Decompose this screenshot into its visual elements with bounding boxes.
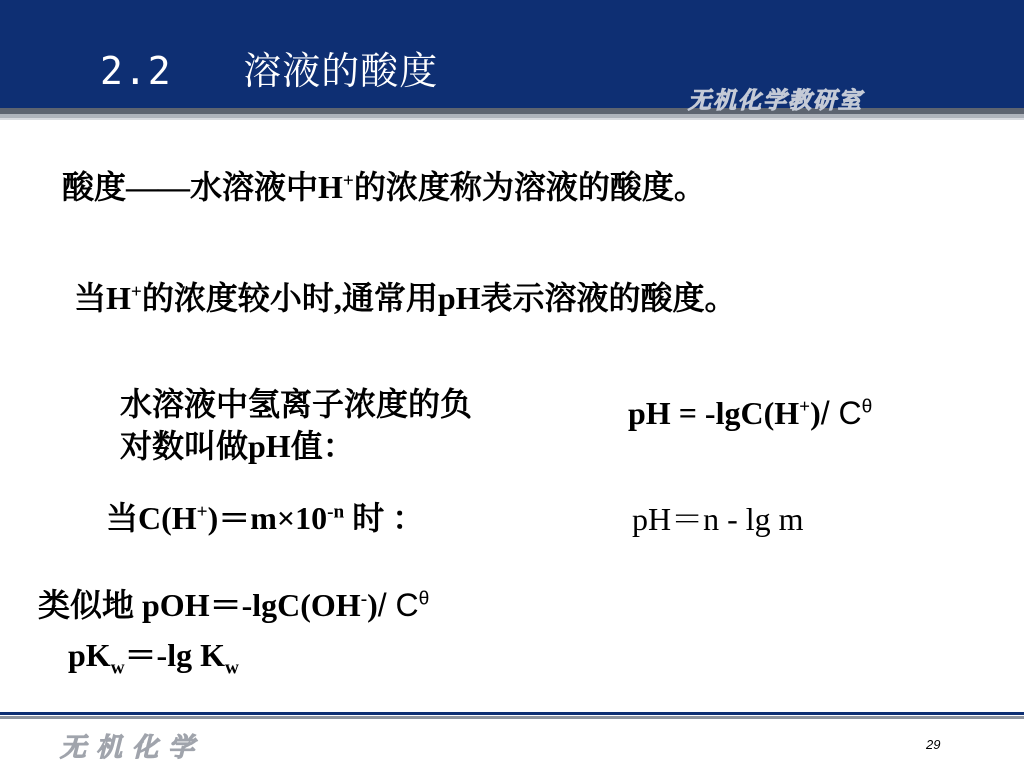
text: pK [68, 637, 111, 673]
ph-definition-text [120, 383, 472, 467]
subscript: w [110, 657, 125, 679]
ph-formula-result: pH＝n - lg m [632, 501, 804, 537]
text: / C [820, 395, 862, 431]
concentration-condition-line [106, 493, 424, 539]
text: 水溶液中氢离子浓度的负 [120, 386, 473, 422]
superscript: + [342, 170, 354, 192]
text: pH = -lgC(H [628, 395, 800, 431]
superscript: θ [418, 588, 430, 610]
superscript: + [130, 281, 142, 303]
text: 当H [74, 280, 131, 316]
superscript: θ [861, 396, 873, 418]
pkw-line [68, 630, 239, 679]
text: / C [377, 587, 419, 623]
text: 的浓度较小时,通常用pH表示溶液的酸度。 [141, 280, 737, 316]
text: 当C(H [106, 500, 197, 536]
footer-divider [0, 716, 1024, 719]
text: 类似地 pOH＝-lgC(OH [38, 587, 361, 623]
slide-title: 2.2 溶液的酸度 [100, 49, 439, 93]
footer-divider [0, 712, 1024, 715]
text: 酸度——水溶液中H [62, 169, 343, 205]
footer-watermark: 无机化学 [60, 733, 205, 763]
superscript: + [799, 396, 811, 418]
page-number: 29 [926, 737, 941, 752]
text: 时 ： [344, 500, 425, 536]
ph-formula [628, 395, 872, 432]
text: ) [367, 587, 378, 623]
text: ) [810, 395, 821, 431]
ph-usage-line [74, 273, 737, 319]
subscript: w [225, 657, 239, 679]
definition-line-acidity [62, 162, 706, 208]
text: )＝m×10 [207, 500, 328, 536]
text: 对数叫做pH值： [120, 428, 355, 464]
superscript: -n [327, 501, 345, 523]
header-divider [0, 118, 1024, 120]
text: 的浓度称为溶液的酸度。 [353, 169, 706, 205]
superscript: - [360, 588, 368, 610]
header-watermark: 无机化学教研室 [688, 88, 863, 114]
superscript: + [196, 501, 208, 523]
poh-line [38, 580, 429, 626]
text: ＝-lg K [124, 637, 225, 673]
